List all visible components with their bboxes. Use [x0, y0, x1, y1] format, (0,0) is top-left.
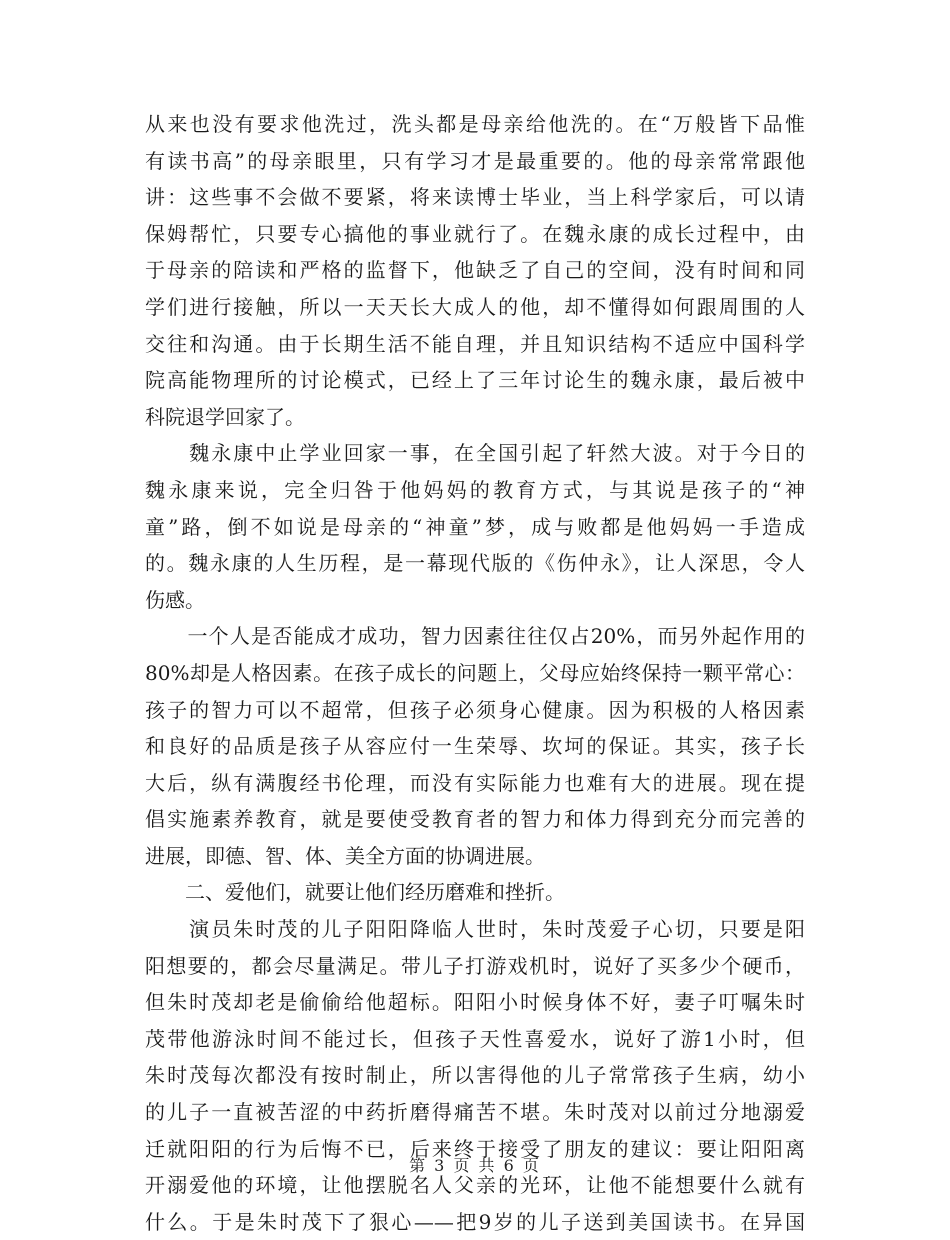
text-line: 和良好的品质是孩子从容应付一生荣辱、坎坷的保证。其实，孩子长	[145, 734, 805, 759]
text-line: 倡实施素养教育，就是要使受教育者的智力和体力得到充分而完善的	[145, 807, 805, 832]
text-line: 有读书高”的母亲眼里，只有学习才是最重要的。他的母亲常常跟他	[145, 148, 805, 173]
text-line: 伤感。	[145, 587, 205, 612]
text-line: 孩子的智力可以不超常，但孩子必须身心健康。因为积极的人格因素	[145, 697, 805, 722]
text-line: 演员朱时茂的儿子阳阳降临人世时，朱时茂爱子心切，只要是阳	[145, 917, 805, 942]
text-line: 科院退学回家了。	[145, 404, 305, 429]
text-line: 的。魏永康的人生历程，是一幕现代版的《伤仲永》，让人深思，令人	[145, 551, 805, 576]
text-line: 迁就阳阳的行为后悔不已，后来终于接受了朋友的建议：要让阳阳离	[145, 1136, 805, 1161]
text-line: 一个人是否能成才成功，智力因素往往仅占20%，而另外起作用的	[145, 624, 805, 649]
text-line: 的儿子一直被苦涩的中药折磨得痛苦不堪。朱时茂对以前过分地溺爱	[145, 1100, 805, 1125]
text-line: 保姆帮忙，只要专心搞他的事业就行了。在魏永康的成长过程中，由	[145, 221, 805, 246]
text-line: 什么。于是朱时茂下了狠心——把9岁的儿子送到美国读书。在异国	[145, 1209, 805, 1234]
text-line: 大后，纵有满腹经书伦理，而没有实际能力也难有大的进展。现在提	[145, 770, 805, 795]
text-line: 交往和沟通。由于长期生活不能自理，并且知识结构不适应中国科学	[145, 331, 805, 356]
text-line: 院高能物理所的讨论模式，已经上了三年讨论生的魏永康，最后被中	[145, 368, 805, 393]
text-line: 于母亲的陪读和严格的监督下，他缺乏了自己的空间，没有时间和同	[145, 258, 805, 283]
text-line: 讲：这些事不会做不要紧，将来读博士毕业，当上科学家后，可以请	[145, 185, 805, 210]
text-line: 但朱时茂却老是偷偷给他超标。阳阳小时候身体不好，妻子叮嘱朱时	[145, 990, 805, 1015]
text-line: 从来也没有要求他洗过，洗头都是母亲给他洗的。在“万般皆下品惟	[145, 112, 805, 136]
text-line: 朱时茂每次都没有按时制止，所以害得他的儿子常常孩子生病，幼小	[145, 1063, 805, 1088]
text-line: 魏永康来说，完全归咎于他妈妈的教育方式，与其说是孩子的“神	[145, 477, 805, 502]
text-line: 二、爱他们，就要让他们经历磨难和挫折。	[145, 880, 565, 905]
document-body	[145, 106, 805, 1240]
text-line: 魏永康中止学业回家一事，在全国引起了轩然大波。对于今日的	[145, 441, 805, 466]
text-line: 阳想要的，都会尽量满足。带儿子打游戏机时，说好了买多少个硬币，	[145, 953, 805, 978]
text-line: 80%却是人格因素。在孩子成长的问题上，父母应始终保持一颗平常心：	[145, 660, 805, 685]
text-line: 学们进行接触，所以一天天长大成人的他，却不懂得如何跟周围的人	[145, 294, 805, 319]
page-number-footer: 第 3 页 共 6 页	[409, 1156, 541, 1175]
text-line: 进展，即德、智、体、美全方面的协调进展。	[145, 843, 545, 868]
text-line: 童”路，倒不如说是母亲的“神童”梦，成与败都是他妈妈一手造成	[145, 514, 805, 539]
text-line: 开溺爱他的环境，让他摆脱名人父亲的光环，让他不能想要什么就有	[145, 1173, 805, 1198]
text-line: 茂带他游泳时间不能过长，但孩子天性喜爱水，说好了游1小时，但	[145, 1026, 805, 1051]
